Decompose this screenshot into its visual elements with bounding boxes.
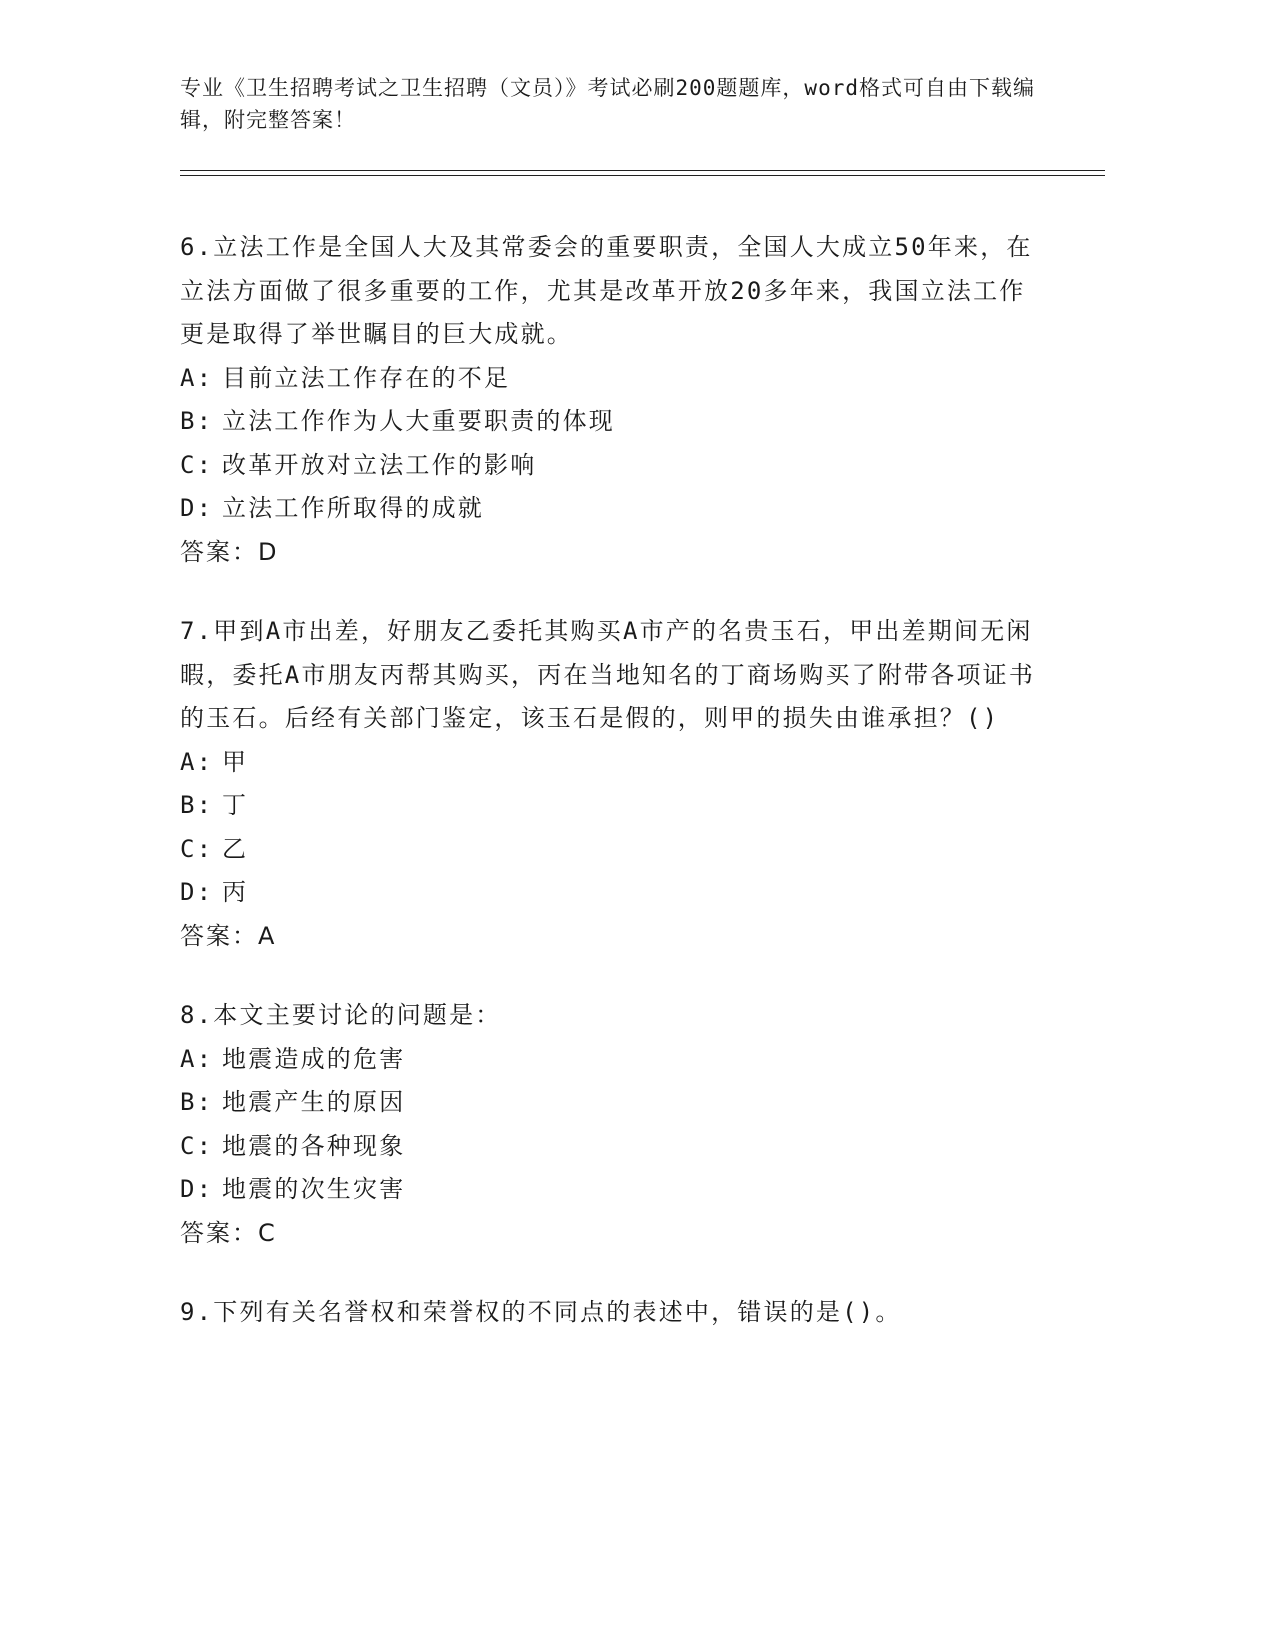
- option-text: 地震产生的原因: [222, 1088, 406, 1116]
- option-b: [180, 400, 1040, 444]
- question-6: [180, 226, 1040, 574]
- option-key: B:: [180, 1088, 214, 1116]
- option-text: 地震造成的危害: [222, 1044, 406, 1073]
- question-8: [180, 994, 1040, 1255]
- option-text: 丁: [222, 791, 249, 819]
- question-7: [180, 610, 1040, 958]
- header-rule-bottom: [180, 175, 1105, 176]
- option-a: [180, 1038, 1040, 1082]
- option-text: 丙: [222, 878, 249, 906]
- option-key: C:: [180, 1131, 214, 1160]
- answer-label: 答案：C: [180, 1218, 277, 1247]
- answer-label: 答案：A: [180, 921, 277, 950]
- option-key: A:: [180, 747, 214, 776]
- answer-label: 答案：D: [180, 537, 279, 566]
- header-text: 专业《卫生招聘考试之卫生招聘（文员）》考试必刷200题题库，word格式可自由下载编辑，附完整答案！: [180, 76, 1035, 132]
- question-stem: 8.本文主要讨论的问题是：: [180, 1001, 502, 1029]
- option-a: [180, 357, 1040, 401]
- question-9: [180, 1291, 1040, 1335]
- question-stem: 9.下列有关名誉权和荣誉权的不同点的表述中，错误的是()。: [180, 1298, 902, 1326]
- option-text: 改革开放对立法工作的影响: [222, 450, 537, 479]
- option-text: 目前立法工作存在的不足: [222, 363, 511, 392]
- option-c: [180, 1125, 1040, 1169]
- option-key: D:: [180, 878, 214, 906]
- option-key: D:: [180, 494, 214, 522]
- option-text: 立法工作作为人大重要职责的体现: [222, 407, 615, 435]
- option-text: 甲: [222, 747, 249, 776]
- option-c: [180, 444, 1040, 488]
- option-key: C:: [180, 450, 214, 479]
- option-d: [180, 871, 1040, 915]
- question-stem: 7.甲到A市出差，好朋友乙委托其购买A市产的名贵玉石，甲出差期间无闲暇，委托A市朋友丙帮其购买，丙在当地知名的丁商场购买了附带各项证书的玉石。后经有关部门鉴定，该玉石是假的，则甲的损失由谁承担？(): [180, 617, 1036, 732]
- question-stem: 6.立法工作是全国人大及其常委会的重要职责，全国人大成立50年来，在立法方面做了很多重要的工作，尤其是改革开放20多年来，我国立法工作更是取得了举世瞩目的巨大成就。: [180, 233, 1033, 348]
- option-d: [180, 1168, 1040, 1212]
- option-b: [180, 1081, 1040, 1125]
- question-list: [180, 226, 1040, 1371]
- option-key: C:: [180, 834, 214, 863]
- option-a: [180, 741, 1040, 785]
- option-text: 地震的各种现象: [222, 1131, 406, 1160]
- option-key: B:: [180, 407, 214, 435]
- option-key: D:: [180, 1175, 214, 1203]
- option-b: [180, 784, 1040, 828]
- option-key: A:: [180, 1044, 214, 1073]
- option-text: 乙: [222, 834, 249, 863]
- option-d: [180, 487, 1040, 531]
- option-key: A:: [180, 363, 214, 392]
- option-c: [180, 828, 1040, 872]
- option-key: B:: [180, 791, 214, 819]
- header-rule-top: [180, 170, 1105, 171]
- option-text: 立法工作所取得的成就: [222, 494, 484, 522]
- option-text: 地震的次生灾害: [222, 1175, 406, 1203]
